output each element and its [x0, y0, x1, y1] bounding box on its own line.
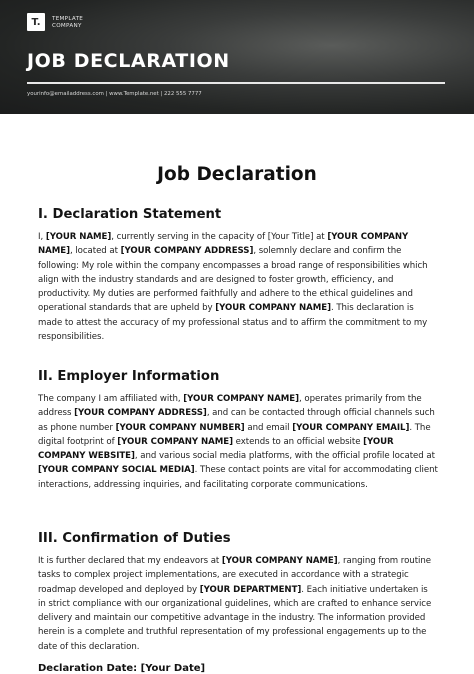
- placeholder-field: [YOUR COMPANY NAME]: [221, 556, 338, 566]
- section-paragraph: [38, 230, 438, 344]
- paragraph-text: It is further declared that my endeavors at: [38, 556, 222, 566]
- section-paragraph: [38, 392, 438, 492]
- placeholder-field: [YOUR COMPANY SOCIAL MEDIA]: [38, 465, 195, 476]
- paragraph-text: . This declaration is made to attest the accuracy of my professional status and to affirm the commitment to my responsibilities.: [38, 303, 428, 343]
- section-paragraph: [38, 554, 438, 654]
- placeholder-field: [YOUR NAME]: [45, 232, 112, 242]
- company-logo: [27, 13, 45, 31]
- paragraph-text: , operates primarily from the address: [38, 394, 422, 419]
- document-title: Job Declaration: [157, 164, 317, 185]
- placeholder-field: [YOUR COMPANY ADDRESS]: [120, 246, 254, 257]
- placeholder-field: [YOUR COMPANY WEBSITE]: [38, 436, 394, 462]
- paragraph-text: The company I am affiliated with,: [38, 394, 184, 404]
- placeholder-field: [YOUR COMPANY NUMBER]: [115, 422, 245, 433]
- header-divider: [27, 82, 445, 84]
- paragraph-text: . Each initiative undertaken is in strict compliance with our organizational guidelines, which are crafted to enhance service delivery and maintain our competitive advantage in the industry. The information provided herein is a complete and truthful representation of my professional engagements up to the date of this declaration.: [38, 584, 432, 652]
- section-heading: I. Declaration Statement: [38, 207, 222, 222]
- section-heading: II. Employer Information: [38, 369, 220, 384]
- placeholder-field: [YOUR COMPANY NAME]: [215, 303, 331, 314]
- section-heading: III. Confirmation of Duties: [38, 531, 231, 546]
- section-employer-information: [38, 368, 438, 492]
- placeholder-field: [YOUR COMPANY ADDRESS]: [74, 408, 207, 419]
- section-declaration-statement: [38, 206, 438, 344]
- logo-glyph: T.: [31, 16, 41, 28]
- paragraph-text: , solemnly declare and confirm the following: My role within the company encompasses a broad range of responsibilities which align with the industry standards and are designed to foster growth, efficiency, and productivity. My duties are performed faithfully and adhere to the ethical guidelines and operational standards that are upheld by: [38, 246, 428, 314]
- declaration-date: Declaration Date: [Your Date]: [38, 663, 206, 674]
- placeholder-field: [YOUR COMPANY NAME]: [183, 394, 299, 404]
- placeholder-field: [YOUR COMPANY NAME]: [38, 232, 409, 257]
- placeholder-field: [YOUR COMPANY EMAIL]: [292, 422, 410, 433]
- header-contact: yourinfo@emailaddress.com | www.Template.net | 222 555 7777: [27, 91, 202, 97]
- paragraph-text: , ranging from routine tasks to complex project implementations, are executed in accordance with a strategic roadmap developed and deployed by: [38, 556, 431, 595]
- paragraph-text: I,: [38, 232, 46, 242]
- header-banner: [0, 0, 474, 114]
- header-title: JOB DECLARATION: [27, 50, 230, 72]
- paragraph-text: , located at: [69, 246, 121, 257]
- logo-line-2: COMPANY: [52, 23, 82, 29]
- paragraph-text: , currently serving in the capacity of [Your Title] at: [111, 232, 328, 242]
- paragraph-text: , and can be contacted through official channels such as phone number: [38, 408, 435, 433]
- logo-text: [52, 16, 83, 30]
- paragraph-text: and email: [244, 422, 293, 433]
- paragraph-text: , and various social media platforms, with the official profile located at: [134, 451, 435, 462]
- logo-line-1: TEMPLATE: [52, 16, 84, 22]
- paragraph-text: . The digital footprint of: [38, 422, 431, 447]
- paragraph-text: . These contact points are vital for accommodating client interactions, addressing inquiries, and facilitating corporate communications.: [38, 465, 438, 490]
- placeholder-field: [YOUR DEPARTMENT]: [199, 584, 302, 595]
- placeholder-field: [YOUR COMPANY NAME]: [117, 436, 233, 447]
- section-confirmation-of-duties: [38, 530, 438, 654]
- paragraph-text: extends to an official website: [232, 436, 364, 447]
